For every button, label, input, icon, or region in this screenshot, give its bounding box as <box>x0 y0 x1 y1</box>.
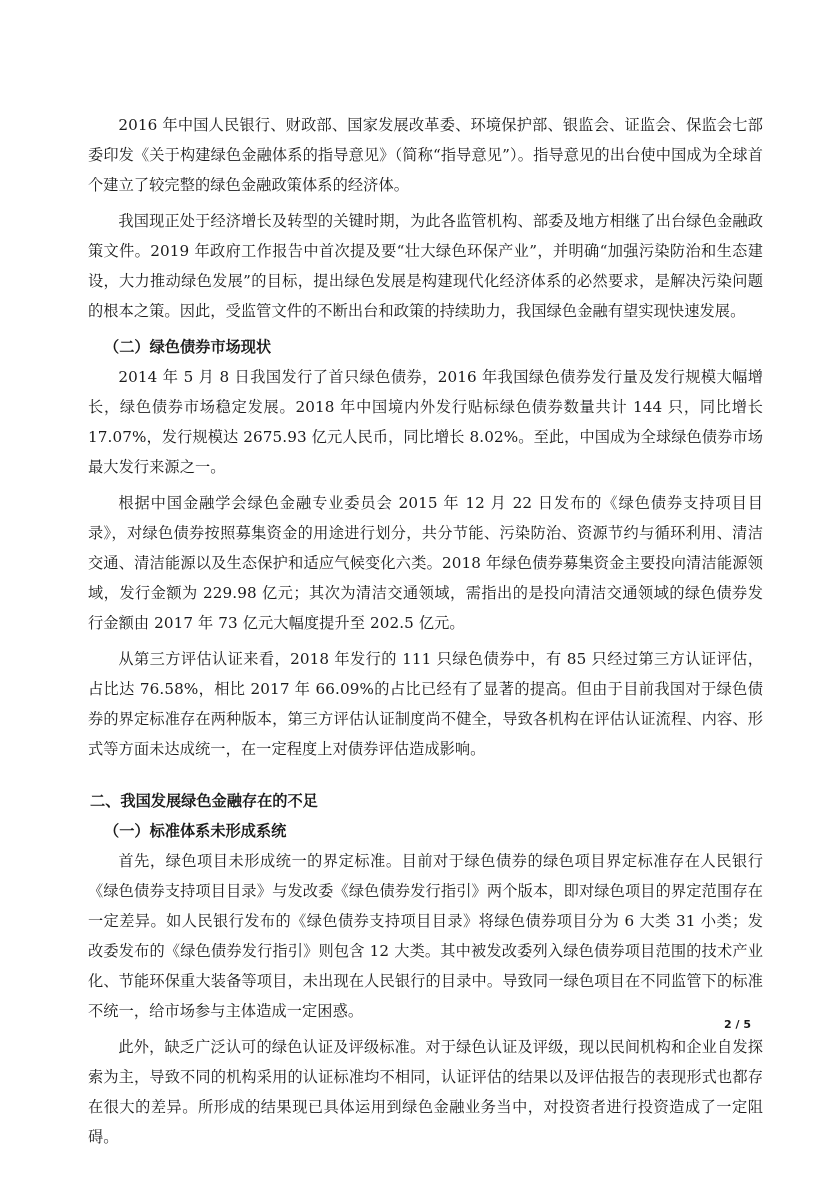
subheading-green-bond-market: （二）绿色债券市场现状 <box>104 338 272 356</box>
paragraph-project-catalog: 根据中国金融学会绿色金融专业委员会 2015 年 12 月 22 日发布的《绿色债券支持项目目录》，对绿色债券按照募集资金的用途进行划分，共分节能、污染防治、资源节约与循环利用、清洁交通、清洁能源以及生态保护和适应气候变化六类。2018 年绿色债券募集资金主要投向清洁能源领域，发行金额为 229.98 亿元；其次为清洁交通领域，需指出的是投向清洁交通领域的绿色债券发行金额由 2017 年 73 亿元大幅度提升至 202.5 亿元。 <box>88 494 763 632</box>
paragraph-issuance-stats: 2014 年 5 月 8 日我国发行了首只绿色债券，2016 年我国绿色债券发行量及发行规模大幅增长，绿色债券市场稳定发展。2018 年中国境内外发行贴标绿色债券数量共计 144 只，同比增长 17.07%，发行规模达 2675.93 亿元人民币，同比增长 8.02%。至此，中国成为全球绿色债券市场最大发行来源之一。 <box>88 368 763 476</box>
document-body <box>88 110 763 1158</box>
paragraph-certification-rating: 此外，缺乏广泛认可的绿色认证及评级标准。对于绿色认证及评级，现以民间机构和企业自发探索为主，导致不同的机构采用的认证标准均不相同，认证评估的结果以及评估报告的表现形式也都存在很大的差异。所形成的结果现已具体运用到绿色金融业务当中，对投资者进行投资造成了一定阻碍。 <box>88 1038 763 1146</box>
subheading-standards-system: （一）标准体系未形成系统 <box>104 822 287 840</box>
section-heading-shortcomings: 二、我国发展绿色金融存在的不足 <box>90 792 318 810</box>
paragraph-project-definition: 首先，绿色项目未形成统一的界定标准。目前对于绿色债券的绿色项目界定标准存在人民银行《绿色债券支持项目目录》与发改委《绿色债券发行指引》两个版本，即对绿色项目的界定范围存在一定差异。如人民银行发布的《绿色债券支持项目目录》将绿色债券项目分为 6 大类 31 小类；发改委发布的《绿色债券发行指引》则包含 12 大类。其中被发改委列入绿色债券项目范围的技术产业化、节能环保重大装备等项目，未出现在人民银行的目录中。导致同一绿色项目在不同监管下的标准不统一，给市场参与主体造成一定困惑。 <box>88 852 763 1020</box>
paragraph-third-party-certification: 从第三方评估认证来看，2018 年发行的 111 只绿色债券中，有 85 只经过第三方认证评估，占比达 76.58%，相比 2017 年 66.09%的占比已经有了显著的提高。但由于目前我国对于绿色债券的界定标准存在两种版本，第三方评估认证制度尚不健全，导致各机构在评估认证流程、内容、形式等方面未达成统一，在一定程度上对债券评估造成影响。 <box>88 650 763 758</box>
paragraph-guidance-issuance: 2016 年中国人民银行、财政部、国家发展改革委、环境保护部、银监会、证监会、保监会七部委印发《关于构建绿色金融体系的指导意见》（简称“指导意见”）。指导意见的出台使中国成为全球首个建立了较完整的绿色金融政策体系的经济体。 <box>88 116 763 194</box>
paragraph-policy-support: 我国现正处于经济增长及转型的关键时期，为此各监管机构、部委及地方相继了出台绿色金融政策文件。2019 年政府工作报告中首次提及要“壮大绿色环保产业”，并明确“加强污染防治和生态建设，大力推动绿色发展”的目标，提出绿色发展是构建现代化经济体系的必然要求，是解决污染问题的根本之策。因此，受监管文件的不断出台和政策的持续助力，我国绿色金融有望实现快速发展。 <box>88 212 763 320</box>
page-number: 2 / 5 <box>724 1018 751 1031</box>
